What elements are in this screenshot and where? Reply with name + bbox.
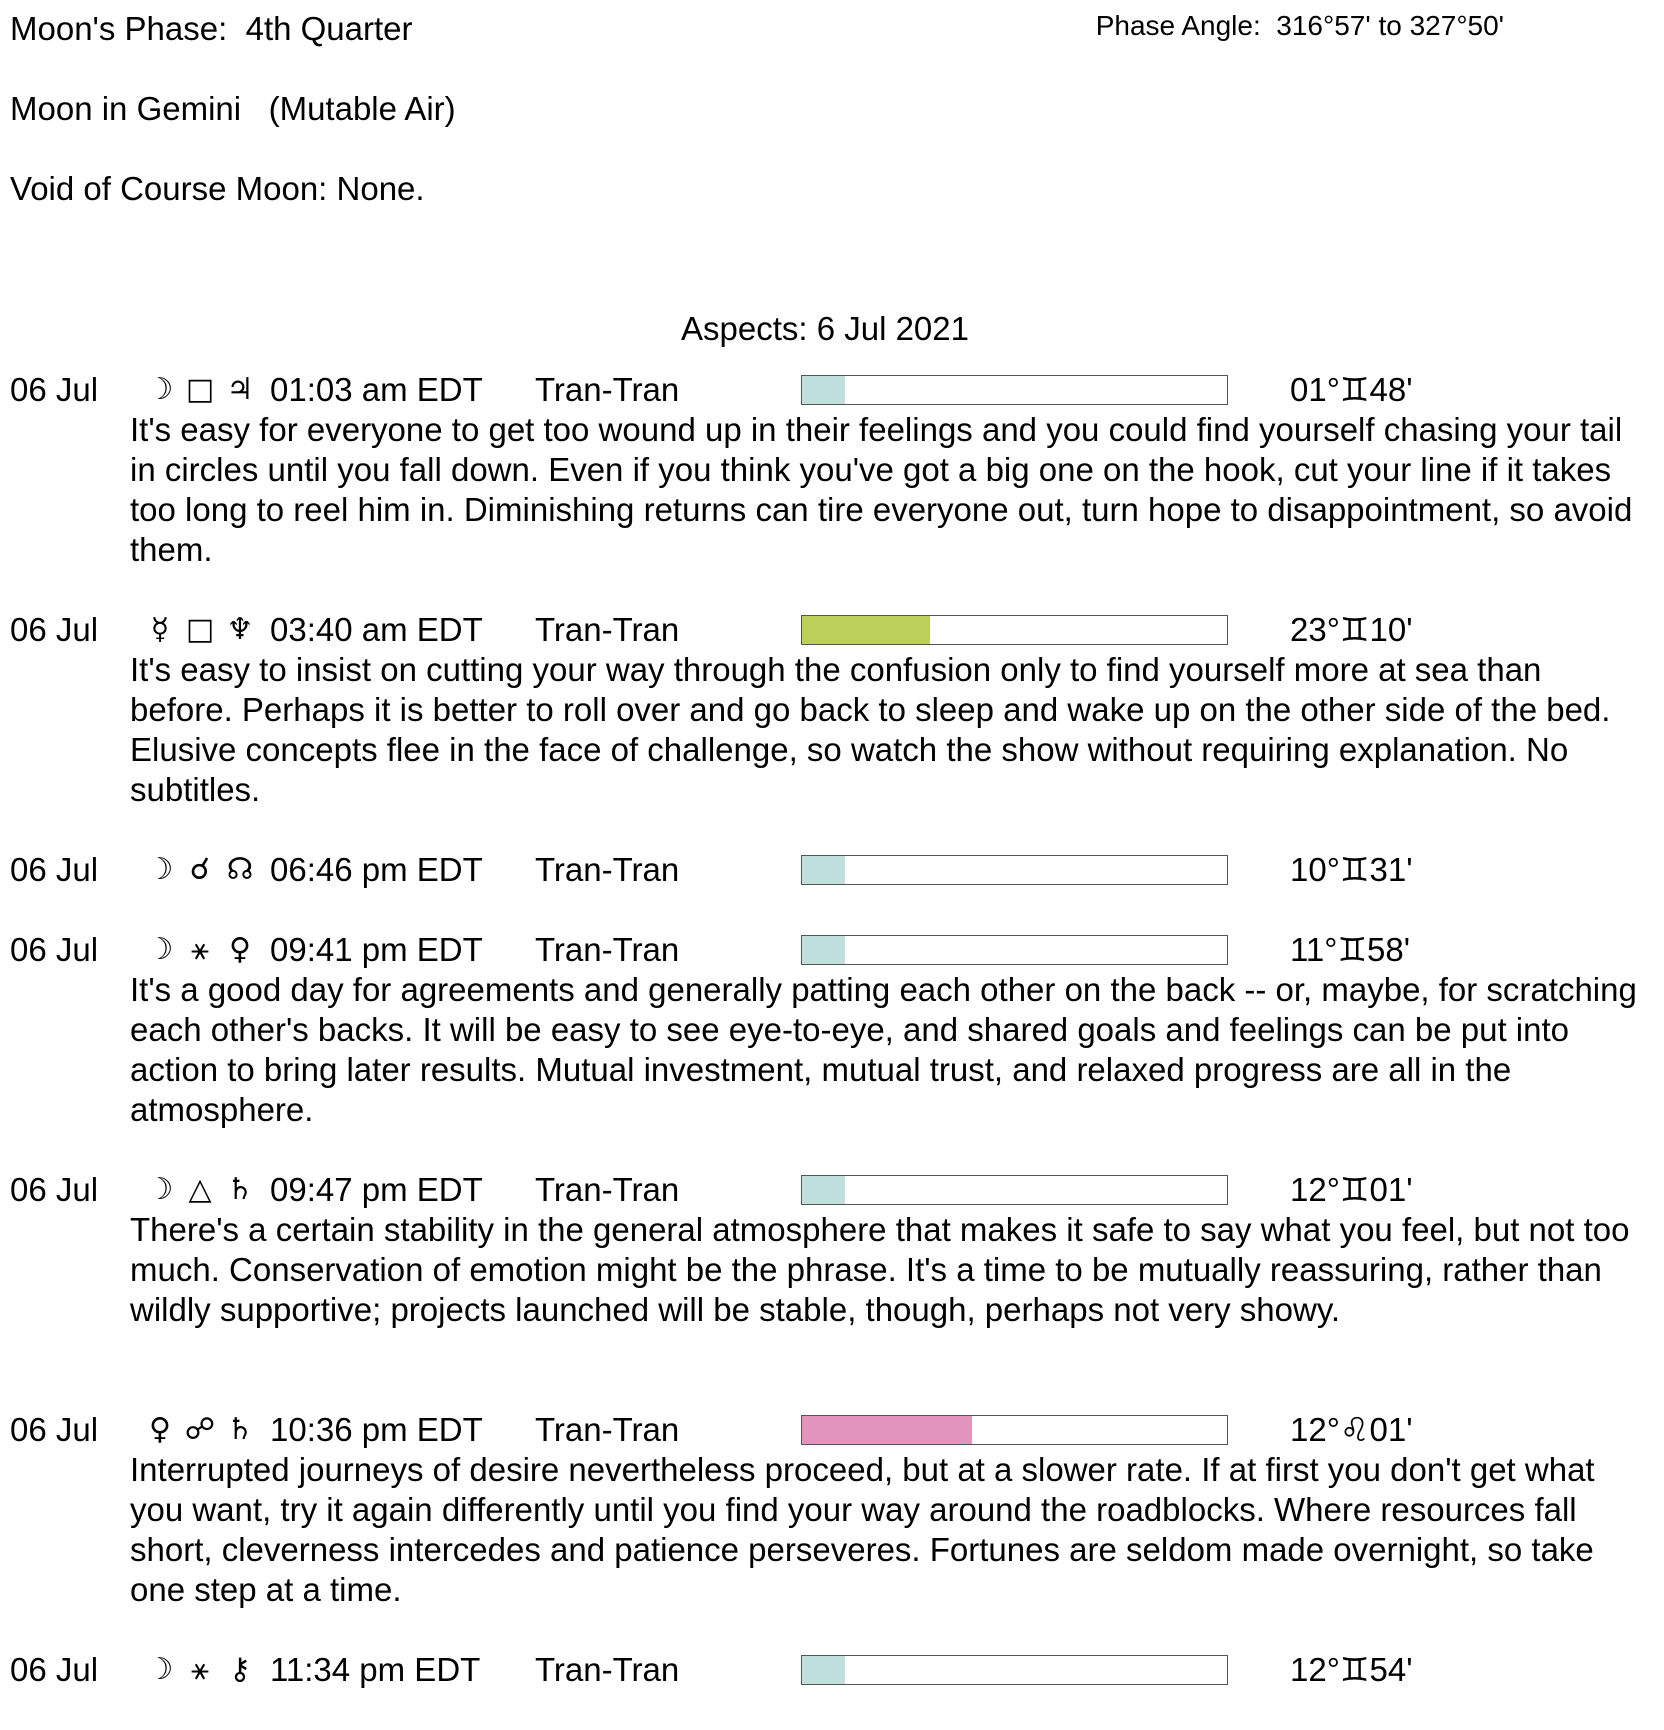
aspect-date: 06 Jul — [10, 611, 99, 648]
aspect-text: It's easy for everyone to get too wound up in their feelings and you could find yourself chasing your tail in circles until you fall down. Even if you think you've got a big one on the hook, cut your line if it takes too long to reel him in. Diminishing returns can tire everyone out, turn hope to disappointment, so avoid them. — [130, 411, 1633, 568]
strength-bar — [801, 615, 1228, 645]
strength-bar — [801, 855, 1228, 885]
aspect-time: 01:03 am EDT — [270, 371, 483, 408]
planet1-icon: ♀ — [149, 1412, 171, 1447]
strength-bar — [801, 375, 1228, 405]
aspect-type: Tran-Tran — [535, 1411, 680, 1448]
aspect-row — [0, 1410, 1664, 1450]
planet1-icon: ☿ — [150, 612, 170, 647]
aspect-icon: △ — [188, 1172, 212, 1207]
aspect-row — [0, 1650, 1664, 1690]
aspect-date: 06 Jul — [10, 1171, 99, 1208]
strength-bar-fill — [802, 1416, 972, 1444]
void-of-course: Void of Course Moon: None. — [10, 170, 425, 207]
planet2-icon: ♃ — [226, 372, 254, 407]
aspect-entry — [0, 1170, 1664, 1410]
planet2-icon: ♄ — [226, 1412, 254, 1447]
planet1-icon: ☽ — [146, 932, 174, 967]
strength-bar-fill — [802, 616, 930, 644]
aspect-type: Tran-Tran — [535, 1651, 680, 1688]
planet1-icon: ☽ — [146, 1172, 174, 1207]
planet1-icon: ☽ — [146, 372, 174, 407]
strength-bar-fill — [802, 1656, 845, 1684]
strength-bar-fill — [802, 936, 845, 964]
aspect-position: 23°♊10' — [1290, 611, 1413, 648]
aspect-icon: ☌ — [189, 852, 211, 887]
aspect-glyphs — [140, 1650, 260, 1690]
aspect-icon: ⚹ — [191, 932, 209, 967]
aspect-date: 06 Jul — [10, 1651, 99, 1688]
aspect-time: 11:34 pm EDT — [270, 1651, 481, 1688]
aspect-glyphs — [140, 1410, 260, 1450]
aspect-type: Tran-Tran — [535, 1171, 680, 1208]
aspect-position: 12°♊54' — [1290, 1651, 1413, 1688]
strength-bar — [801, 935, 1228, 965]
aspect-time: 06:46 pm EDT — [270, 851, 483, 888]
aspect-type: Tran-Tran — [535, 851, 680, 888]
aspect-position: 12°♊01' — [1290, 1171, 1413, 1208]
aspect-type: Tran-Tran — [535, 371, 680, 408]
aspect-time: 09:41 pm EDT — [270, 931, 483, 968]
aspect-position: 12°♌01' — [1290, 1411, 1413, 1448]
aspect-date: 06 Jul — [10, 1411, 99, 1448]
aspect-entry — [0, 930, 1664, 1170]
aspect-glyphs — [140, 610, 260, 650]
moon-phase: Moon's Phase: 4th Quarter — [10, 10, 413, 47]
planet2-icon: ☊ — [226, 852, 254, 887]
planet2-icon: ⚷ — [229, 1652, 251, 1687]
aspect-text: Interrupted journeys of desire nevertheless proceed, but at a slower rate. If at first you don't get what you want, try it again differently until you find your way around the roadblocks. Where resources fall short, cleverness intercedes and patience perseveres. Fortunes are seldom made overnight, so take one step at a time. — [130, 1451, 1595, 1608]
aspect-time: 10:36 pm EDT — [270, 1411, 483, 1448]
aspect-entry — [0, 850, 1664, 930]
aspect-type: Tran-Tran — [535, 611, 680, 648]
aspect-text: It's easy to insist on cutting your way through the confusion only to find yourself more at sea than before. Perhaps it is better to roll over and go back to sleep and wake up on the other side of the bed. Elusive concepts flee in the face of challenge, so watch the show without requiring explanation. No subtitles. — [130, 651, 1611, 808]
aspect-icon: □ — [185, 612, 215, 647]
strength-bar — [801, 1175, 1228, 1205]
strength-bar-fill — [802, 1176, 845, 1204]
aspect-date: 06 Jul — [10, 851, 99, 888]
phase-angle: Phase Angle: 316°57' to 327°50' — [1095, 10, 1504, 41]
aspect-date: 06 Jul — [10, 931, 99, 968]
aspect-position: 10°♊31' — [1290, 851, 1413, 888]
strength-bar — [801, 1655, 1228, 1685]
aspect-list — [0, 370, 1664, 1730]
aspect-entry — [0, 1650, 1664, 1730]
aspect-row — [0, 370, 1664, 410]
planet1-icon: ☽ — [146, 1652, 174, 1687]
aspect-date: 06 Jul — [10, 371, 99, 408]
aspect-glyphs — [140, 1170, 260, 1210]
strength-bar-fill — [802, 376, 845, 404]
planet1-icon: ☽ — [146, 852, 174, 887]
aspect-entry — [0, 370, 1664, 610]
planet2-icon: ♄ — [226, 1172, 254, 1207]
aspect-icon: □ — [185, 372, 215, 407]
aspect-glyphs — [140, 930, 260, 970]
aspect-row — [0, 930, 1664, 970]
aspect-type: Tran-Tran — [535, 931, 680, 968]
aspect-glyphs — [140, 370, 260, 410]
aspect-position: 11°♊58' — [1290, 931, 1411, 968]
aspect-text: It's a good day for agreements and generally patting each other on the back -- or, maybe, for scratching each other's backs. It will be easy to see eye-to-eye, and shared goals and feelings can be put into action to bring later results. Mutual investment, mutual trust, and relaxed progress are all in the atmosphere. — [130, 971, 1637, 1128]
aspects-title: Aspects: 6 Jul 2021 — [680, 310, 969, 347]
aspect-icon: ⚹ — [191, 1652, 209, 1687]
strength-bar-fill — [802, 856, 845, 884]
aspect-row — [0, 850, 1664, 890]
aspect-glyphs — [140, 850, 260, 890]
aspect-icon: ☍ — [184, 1412, 216, 1447]
aspect-entry — [0, 1410, 1664, 1650]
aspect-time: 03:40 am EDT — [270, 611, 483, 648]
strength-bar — [801, 1415, 1228, 1445]
aspect-row — [0, 1170, 1664, 1210]
planet2-icon: ♆ — [226, 612, 254, 647]
aspect-row — [0, 610, 1664, 650]
aspect-entry — [0, 610, 1664, 850]
aspect-time: 09:47 pm EDT — [270, 1171, 483, 1208]
aspect-position: 01°♊48' — [1290, 371, 1413, 408]
aspect-text: There's a certain stability in the general atmosphere that makes it safe to say what you feel, but not too much. Conservation of emotion might be the phrase. It's a time to be mutually reassuring, rather than wildly supportive; projects launched will be stable, though, perhaps not very showy. — [130, 1211, 1630, 1328]
moon-sign: Moon in Gemini (Mutable Air) — [10, 90, 456, 127]
planet2-icon: ♀ — [229, 932, 251, 967]
